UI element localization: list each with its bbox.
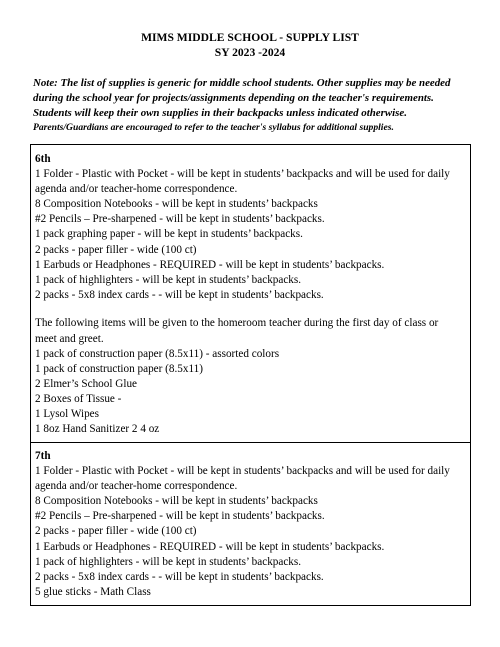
list-item: 1 pack of construction paper (8.5x11): [35, 362, 203, 375]
list-item: 8 Composition Notebooks - will be kept in students’ backpacks: [35, 198, 318, 211]
homeroom-intro: The following items will be given to the homeroom teacher during the first day of class or: [35, 317, 439, 330]
list-item: #2 Pencils – Pre-sharpened - will be kept in students’ backpacks.: [35, 213, 325, 226]
list-item: 1 Folder - Plastic with Pocket - will be kept in students’ backpacks and will be used for daily: [35, 465, 450, 478]
grade-6-heading: 6th: [35, 153, 51, 165]
school-title: MIMS MIDDLE SCHOOL - SUPPLY LIST: [141, 31, 359, 44]
note-line-1: Note: The list of supplies is generic for middle school students. Other supplies may be needed: [33, 77, 451, 89]
list-item: 1 Folder - Plastic with Pocket - will be kept in students’ backpacks and will be used for daily: [35, 168, 450, 181]
list-item: #2 Pencils – Pre-sharpened - will be kept in students’ backpacks.: [35, 510, 325, 523]
grade-7-cell: [35, 449, 469, 600]
list-item: 1 pack of construction paper (8.5x11) - assorted colors: [35, 347, 280, 360]
list-item: 5 glue sticks - Math Class: [35, 585, 151, 598]
list-item: 1 pack of highlighters - will be kept in students’ backpacks.: [35, 555, 302, 568]
list-item: 8 Composition Notebooks - will be kept in students’ backpacks: [35, 495, 318, 508]
note-parents: Parents/Guardians are encouraged to refer to the teacher's syllabus for additional supplies.: [33, 122, 394, 133]
supply-table: [30, 144, 471, 606]
list-item: 2 packs - paper filler - wide (100 ct): [35, 525, 197, 538]
spacer: [35, 303, 469, 317]
note-line-2: during the school year for projects/assignments depending on the teacher's requirements.: [33, 92, 434, 104]
list-item: agenda and/or teacher-home correspondence.: [35, 183, 238, 196]
list-item: 1 pack graphing paper - will be kept in students’ backpacks.: [35, 228, 303, 241]
list-item: 2 Boxes of Tissue -: [35, 392, 122, 405]
list-item: 1 8oz Hand Sanitizer 2 4 oz: [35, 423, 160, 436]
grade-7-heading: 7th: [35, 450, 51, 462]
list-item: 2 packs - 5x8 index cards - - will be kept in students’ backpacks.: [35, 288, 324, 301]
list-item: 2 Elmer’s School Glue: [35, 377, 138, 390]
grade-6-cell: [35, 152, 469, 437]
school-year: SY 2023 -2024: [214, 46, 286, 59]
row-divider: [31, 442, 470, 443]
list-item: 1 Earbuds or Headphones - REQUIRED - will be kept in students’ backpacks.: [35, 540, 385, 553]
list-item: agenda and/or teacher-home correspondence.: [35, 480, 238, 493]
list-item: 1 Earbuds or Headphones - REQUIRED - will be kept in students’ backpacks.: [35, 258, 385, 271]
list-item: 1 Lysol Wipes: [35, 408, 99, 420]
note-line-3: Students will keep their own supplies in their backpacks unless indicated otherwise.: [33, 107, 407, 119]
homeroom-intro: meet and greet.: [35, 332, 104, 345]
list-item: 2 packs - paper filler - wide (100 ct): [35, 243, 197, 256]
list-item: 2 packs - 5x8 index cards - - will be kept in students’ backpacks.: [35, 570, 324, 583]
list-item: 1 pack of highlighters - will be kept in students’ backpacks.: [35, 273, 302, 286]
